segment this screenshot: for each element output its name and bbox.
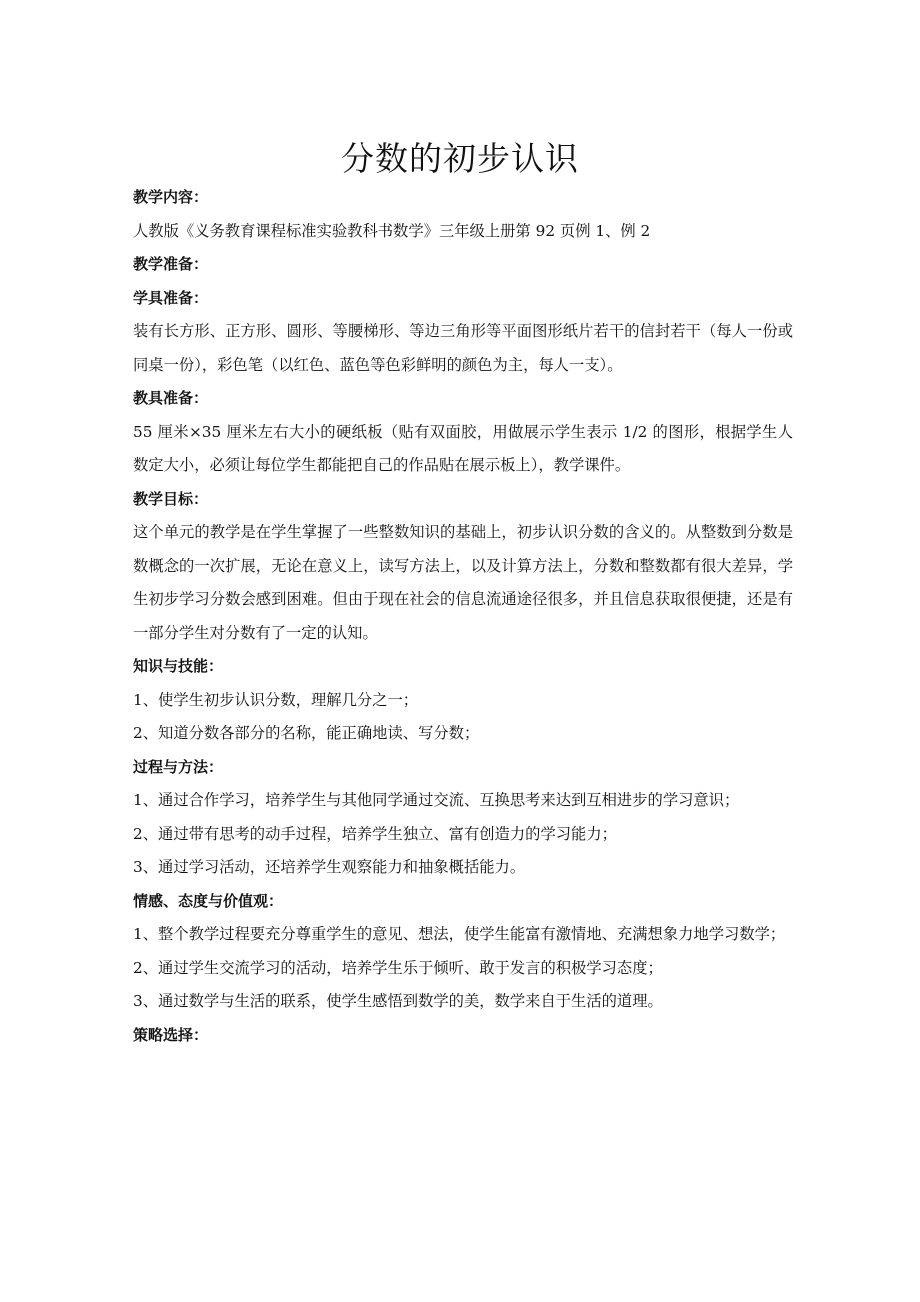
document-body <box>133 181 793 1052</box>
content-text: 人教版《义务教育课程标准实验教科书数学》三年级上册第 92 页例 1、例 2 <box>133 221 651 240</box>
process-item: 2、通过带有思考的动手过程，培养学生独立、富有创造力的学习能力； <box>133 824 617 843</box>
heading-knowledge: 知识与技能： <box>133 657 224 675</box>
process-item: 3、通过学习活动，还培养学生观察能力和抽象概括能力。 <box>133 858 526 876</box>
heading-content: 教学内容： <box>133 188 209 206</box>
heading-process: 过程与方法： <box>133 757 224 776</box>
goals-text: 这个单元的教学是在学生掌握了一些整数知识的基础上，初步认识分数的含义的。从整数到分数是数概念的一次扩展，无论在意义上，读写方法上，以及计算方法上，分数和整数都有很大差异，学生初步学习分数会感到困难。但由于现在社会的信息流通途径很多，并且信息获取很便捷，还是有一部分学生对分数有了一定的认知。 <box>133 523 793 642</box>
knowledge-item: 2、知道分数各部分的名称，能正确地读、写分数； <box>133 724 480 742</box>
teacher-tools-text: 55 厘米×35 厘米左右大小的硬纸板（贴有双面胶，用做展示学生表示 1/2 的图形，根据学生人数定大小，必须让每位学生都能把自己的作品贴在展示板上），教学课件。 <box>133 422 793 474</box>
attitude-item: 1、整个教学过程要充分尊重学生的意见、想法，使学生能富有激情地、充满想象力地学习数学； <box>133 925 786 943</box>
attitude-item: 2、通过学生交流学习的活动，培养学生乐于倾听、敢于发言的积极学习态度； <box>133 958 663 977</box>
heading-attitude: 情感、态度与价值观： <box>133 891 284 910</box>
heading-strategy: 策略选择： <box>133 1025 209 1044</box>
knowledge-item: 1、使学生初步认识分数，理解几分之一； <box>133 690 419 709</box>
heading-student-tools: 学具准备： <box>133 288 209 307</box>
heading-teacher-tools: 教具准备： <box>133 389 209 407</box>
student-tools-text: 装有长方形、正方形、圆形、等腰梯形、等边三角形等平面图形纸片若干的信封若干（每人一份或同桌一份），彩色笔（以红色、蓝色等色彩鲜明的颜色为主，每人一支）。 <box>133 322 793 374</box>
heading-goals: 教学目标： <box>133 489 209 508</box>
attitude-item: 3、通过数学与生活的联系，使学生感悟到数学的美，数学来自于生活的道理。 <box>133 992 663 1010</box>
process-item: 1、通过合作学习，培养学生与其他同学通过交流、互换思考来达到互相进步的学习意识； <box>133 791 740 809</box>
heading-preparation: 教学准备： <box>133 255 209 273</box>
page-title: 分数的初步认识 <box>341 139 579 178</box>
